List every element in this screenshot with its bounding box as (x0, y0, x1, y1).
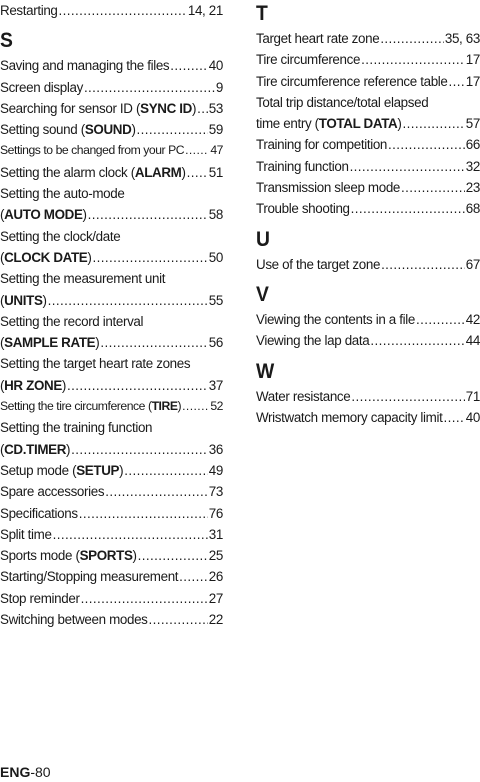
index-entry (0, 183, 223, 226)
index-entry-text (0, 140, 184, 161)
index-entry-line (0, 396, 223, 417)
page-reference: 71 (465, 388, 480, 404)
dot-leader (370, 330, 464, 351)
index-entry (0, 311, 223, 354)
index-entry-line (256, 49, 480, 70)
dot-leader (100, 332, 207, 353)
index-entry (256, 71, 480, 92)
index-entry-text (256, 198, 350, 219)
index-entry (256, 386, 480, 407)
dot-leader (71, 439, 208, 460)
index-entry (0, 353, 223, 396)
entry-text-part: ( (0, 441, 5, 457)
section-letter: U (256, 227, 270, 251)
setting-code: SPORTS (79, 548, 133, 564)
index-entry (0, 417, 223, 460)
index-entry-text (256, 330, 369, 351)
setting-code: SETUP (76, 462, 120, 478)
entry-text-part: Setting sound ( (0, 122, 85, 138)
index-entry-line (0, 588, 223, 609)
entry-text-part: ( (0, 292, 5, 308)
index-entry-line (0, 353, 223, 374)
index-entry-text (0, 417, 152, 438)
index-entry-line (0, 119, 223, 140)
index-entry-text (256, 113, 401, 134)
entry-text-part: time entry ( (256, 116, 319, 132)
page-number (0, 762, 51, 782)
page-reference: 49 (208, 462, 223, 478)
index-entry-line (0, 609, 223, 630)
index-entry-line (0, 290, 223, 311)
setting-code: TOTAL DATA (318, 116, 398, 132)
section-letter: V (256, 282, 269, 306)
entry-text-part: ) (95, 335, 100, 351)
index-entry (256, 156, 480, 177)
index-entry-line (0, 460, 223, 481)
index-entry (0, 545, 223, 566)
setting-code: SAMPLE RATE (4, 335, 96, 351)
index-entry-line (256, 309, 480, 330)
entry-text-part: Setting the training function (0, 420, 153, 436)
dot-leader (449, 71, 465, 92)
page-reference: 17 (465, 52, 480, 68)
index-entry-line (256, 156, 480, 177)
dot-leader (138, 545, 208, 566)
index-entry-text (0, 353, 190, 374)
index-entry-text (256, 71, 448, 92)
index-entry-text (0, 98, 196, 119)
index-entry-text (0, 609, 148, 630)
dot-leader (137, 119, 208, 140)
setting-code: SOUND (84, 122, 132, 138)
index-entry-line (0, 311, 223, 332)
index-entry (0, 162, 223, 183)
entry-text-part: ) (82, 207, 87, 223)
index-entry-text (256, 407, 442, 428)
entry-text-part: ) (132, 548, 137, 564)
entry-text-part: Viewing the lap data (256, 333, 370, 349)
page-number-suffix: -80 (30, 764, 51, 780)
index-entry-line (0, 77, 223, 98)
entry-text-part: ( (0, 249, 5, 265)
entry-text-part: Specifications (0, 505, 78, 521)
index-entry-line (0, 524, 223, 545)
page-reference: 56 (208, 335, 223, 351)
index-entry (256, 28, 480, 49)
entry-text-part: Training for competition (256, 137, 388, 153)
entry-text-part: Total trip distance/total elapsed (256, 94, 429, 110)
index-entry-text (0, 481, 104, 502)
index-entry-text (256, 28, 379, 49)
index-entry (0, 77, 223, 98)
page-reference: 55 (208, 292, 223, 308)
entry-text-part: Use of the target zone (256, 256, 381, 272)
index-entry-text (0, 247, 92, 268)
page-reference: 59 (208, 122, 223, 138)
setting-code: SYNC ID (140, 100, 192, 116)
section-letter: W (256, 359, 275, 383)
index-entry-line (256, 71, 480, 92)
page-reference: 36 (208, 441, 223, 457)
setting-code: CLOCK DATE (4, 249, 88, 265)
index-entry-line (0, 545, 223, 566)
page-reference: 57 (465, 116, 480, 132)
index-entry-text (0, 183, 124, 204)
index-entry (0, 396, 223, 417)
index-entry (0, 588, 223, 609)
index-entry (0, 0, 223, 21)
index-entry-line (0, 98, 223, 119)
index-entry-text (0, 162, 186, 183)
entry-text-part: Searching for sensor ID ( (0, 100, 141, 116)
setting-code: ALARM (134, 164, 182, 180)
page-reference: 27 (208, 590, 223, 606)
dot-leader (105, 481, 208, 502)
entry-text-part: Switching between modes (0, 612, 148, 628)
entry-text-part: Spare accessories (0, 484, 105, 500)
entry-text-part: ) (181, 164, 186, 180)
entry-text-part: ) (397, 116, 402, 132)
index-entry (256, 92, 480, 135)
page-reference: 53 (208, 100, 223, 116)
index-entry-line (256, 177, 480, 198)
entry-text-part: Setting the tire circumference ( (0, 399, 152, 414)
index-entry-text (256, 309, 415, 330)
dot-leader (380, 28, 444, 49)
entry-text-part: Stop reminder (0, 590, 80, 606)
index-entry-text (0, 55, 169, 76)
index-entry-text (0, 460, 123, 481)
index-entry (0, 566, 223, 587)
index-entry-text (256, 177, 400, 198)
index-entry-text (256, 92, 428, 113)
index-entry-line (256, 407, 480, 428)
index-entry-line (256, 28, 480, 49)
dot-leader (59, 0, 187, 21)
index-entry-line (0, 183, 223, 204)
index-entry-line (256, 254, 480, 275)
index-entry-text (0, 566, 178, 587)
entry-text-part: Target heart rate zone (256, 31, 380, 46)
entry-text-part: Tire circumference reference table (256, 73, 448, 89)
index-entry-line (0, 439, 223, 460)
page-reference: 9 (215, 79, 223, 95)
dot-leader (443, 407, 464, 428)
page-reference: 35, 63 (444, 31, 480, 46)
dot-leader (351, 198, 465, 219)
section-letter: T (256, 2, 268, 25)
entry-text-part: Setting the measurement unit (0, 271, 166, 287)
index-entry-text (0, 290, 47, 311)
entry-text-part: ( (0, 377, 5, 393)
index-entry-text (0, 545, 137, 566)
page-reference: 40 (465, 409, 480, 425)
index-entry (0, 460, 223, 481)
entry-text-part: Water resistance (256, 388, 351, 404)
page-reference: 25 (208, 548, 223, 564)
entry-text-part: Training function (256, 158, 349, 174)
index-entry-line (0, 204, 223, 225)
dot-leader (401, 177, 465, 198)
page-reference: 14, 21 (187, 3, 223, 18)
index-entry (256, 330, 480, 351)
index-column-left (0, 0, 223, 630)
page-reference: 42 (465, 311, 480, 327)
page-reference: 68 (465, 201, 480, 217)
index-entry-text (0, 77, 83, 98)
index-entry-line (0, 417, 223, 438)
index-entry (0, 503, 223, 524)
dot-leader (361, 49, 465, 70)
entry-text-part: ) (191, 100, 197, 116)
page-reference: 31 (208, 526, 223, 542)
dot-leader (185, 140, 209, 161)
entry-text-part: Setting the target heart rate zones (0, 356, 191, 372)
index-entry-line (0, 503, 223, 524)
page-reference: 40 (208, 58, 223, 74)
index-entry (256, 49, 480, 70)
entry-text-part: Transmission sleep mode (256, 180, 401, 196)
entry-text-part: ) (177, 399, 182, 414)
dot-leader (416, 309, 465, 330)
entry-text-part: Wristwatch memory capacity limit (256, 409, 443, 425)
index-entry-text (0, 119, 136, 140)
page-reference: 73 (208, 484, 223, 500)
index-entry-line (0, 566, 223, 587)
dot-leader (402, 113, 464, 134)
index-entry-text (0, 439, 70, 460)
page-reference: 37 (208, 377, 223, 393)
index-entry (256, 177, 480, 198)
index-entry-line (0, 481, 223, 502)
entry-text-part: Setting the auto-mode (0, 186, 125, 202)
page-reference: 76 (208, 505, 223, 521)
dot-leader (88, 204, 208, 225)
page-reference: 47 (210, 143, 223, 158)
dot-leader (149, 609, 208, 630)
index-entry-line (0, 162, 223, 183)
page-reference: 50 (208, 249, 223, 265)
entry-text-part: Starting/Stopping measurement (0, 569, 179, 585)
dot-leader (84, 77, 215, 98)
entry-text-part: Split time (0, 526, 52, 542)
entry-text-part: Settings to be changed from your PC (0, 143, 185, 158)
index-entry (0, 55, 223, 76)
index-entry-text (0, 268, 165, 289)
dot-leader (388, 134, 465, 155)
page-reference: 51 (208, 164, 223, 180)
entry-text-part: Restarting (0, 3, 58, 18)
index-entry-text (256, 254, 380, 275)
index-entry (0, 98, 223, 119)
entry-text-part: Setup mode ( (0, 462, 77, 478)
dot-leader (197, 98, 208, 119)
index-entry-text (0, 396, 181, 417)
entry-text-part: ) (87, 249, 92, 265)
index-entry (256, 407, 480, 428)
index-entry-line (256, 386, 480, 407)
index-entry-text (256, 49, 360, 70)
index-entry (256, 134, 480, 155)
index-entry-text (0, 503, 78, 524)
dot-leader (381, 254, 465, 275)
index-entry-text (0, 332, 99, 353)
index-entry-text (0, 375, 66, 396)
index-entry (0, 119, 223, 140)
index-entry-line (256, 198, 480, 219)
index-entry (0, 140, 223, 161)
index-entry-text (0, 226, 120, 247)
page-reference: 44 (465, 333, 480, 349)
page-reference: 58 (208, 207, 223, 223)
page-reference: 26 (208, 569, 223, 585)
dot-leader (53, 524, 208, 545)
entry-text-part: ) (119, 462, 124, 478)
index-entry-text (0, 588, 80, 609)
setting-code: AUTO MODE (4, 207, 83, 223)
entry-text-part: ( (0, 207, 5, 223)
dot-leader (67, 375, 208, 396)
setting-code: HR ZONE (4, 377, 62, 393)
entry-text-part: ) (66, 441, 71, 457)
index-entry-line (0, 0, 223, 21)
dot-leader (170, 55, 208, 76)
index-entry-line (0, 55, 223, 76)
index-entry-line (256, 92, 480, 113)
page-number-prefix: ENG (0, 764, 31, 780)
dot-leader (79, 503, 208, 524)
index-entry (0, 609, 223, 630)
entry-text-part: ) (61, 377, 67, 393)
dot-leader (124, 460, 208, 481)
dot-leader (187, 162, 208, 183)
dot-leader (350, 156, 465, 177)
entry-text-part: Sports mode ( (0, 548, 80, 564)
index-entry (256, 198, 480, 219)
index-entry-line (0, 226, 223, 247)
index-entry-line (0, 140, 223, 161)
dot-leader (179, 566, 208, 587)
dot-leader (81, 588, 208, 609)
page-reference: 67 (465, 256, 480, 272)
index-entry (0, 226, 223, 269)
entry-text-part: Tire circumference (256, 52, 361, 68)
page-reference: 23 (465, 180, 480, 196)
index-entry (256, 254, 480, 275)
index-entry-text (0, 524, 52, 545)
index-entry-text (0, 311, 143, 332)
page-reference: 22 (208, 612, 223, 628)
dot-leader (182, 396, 209, 417)
entry-text-part: ) (131, 122, 136, 138)
setting-code: TIRE (151, 399, 178, 414)
index-entry-text (256, 156, 349, 177)
entry-text-part: ( (0, 335, 5, 351)
index-entry-line (0, 268, 223, 289)
index-entry (256, 309, 480, 330)
entry-text-part: Screen display (0, 79, 83, 95)
index-entry-text (0, 204, 87, 225)
dot-leader (48, 290, 208, 311)
entry-text-part: Trouble shooting (256, 201, 350, 217)
dot-leader (93, 247, 208, 268)
index-entry-text (0, 0, 58, 21)
entry-text-part: Setting the clock/date (0, 228, 121, 244)
entry-text-part: Saving and managing the files (0, 58, 170, 74)
index-entry-line (256, 134, 480, 155)
page-reference: 52 (210, 399, 223, 414)
setting-code: UNITS (4, 292, 43, 308)
page-reference: 17 (465, 73, 480, 89)
entry-text-part: Setting the record interval (0, 313, 144, 329)
index-entry (0, 481, 223, 502)
index-column-right (256, 0, 480, 428)
entry-text-part: ) (42, 292, 47, 308)
index-entry-text (256, 386, 350, 407)
index-entry-line (0, 332, 223, 353)
index-entry-line (256, 330, 480, 351)
index-entry-line (256, 113, 480, 134)
page-reference: 66 (465, 137, 480, 153)
index-entry (0, 524, 223, 545)
setting-code: CD.TIMER (4, 441, 67, 457)
dot-leader (351, 386, 464, 407)
page-reference: 32 (465, 158, 480, 174)
section-letter: S (0, 29, 13, 53)
entry-text-part: Viewing the contents in a file (256, 311, 415, 327)
index-entry-text (256, 134, 387, 155)
index-entry-line (0, 375, 223, 396)
index-entry (0, 268, 223, 311)
entry-text-part: Setting the alarm clock ( (0, 164, 135, 180)
index-entry-line (0, 247, 223, 268)
